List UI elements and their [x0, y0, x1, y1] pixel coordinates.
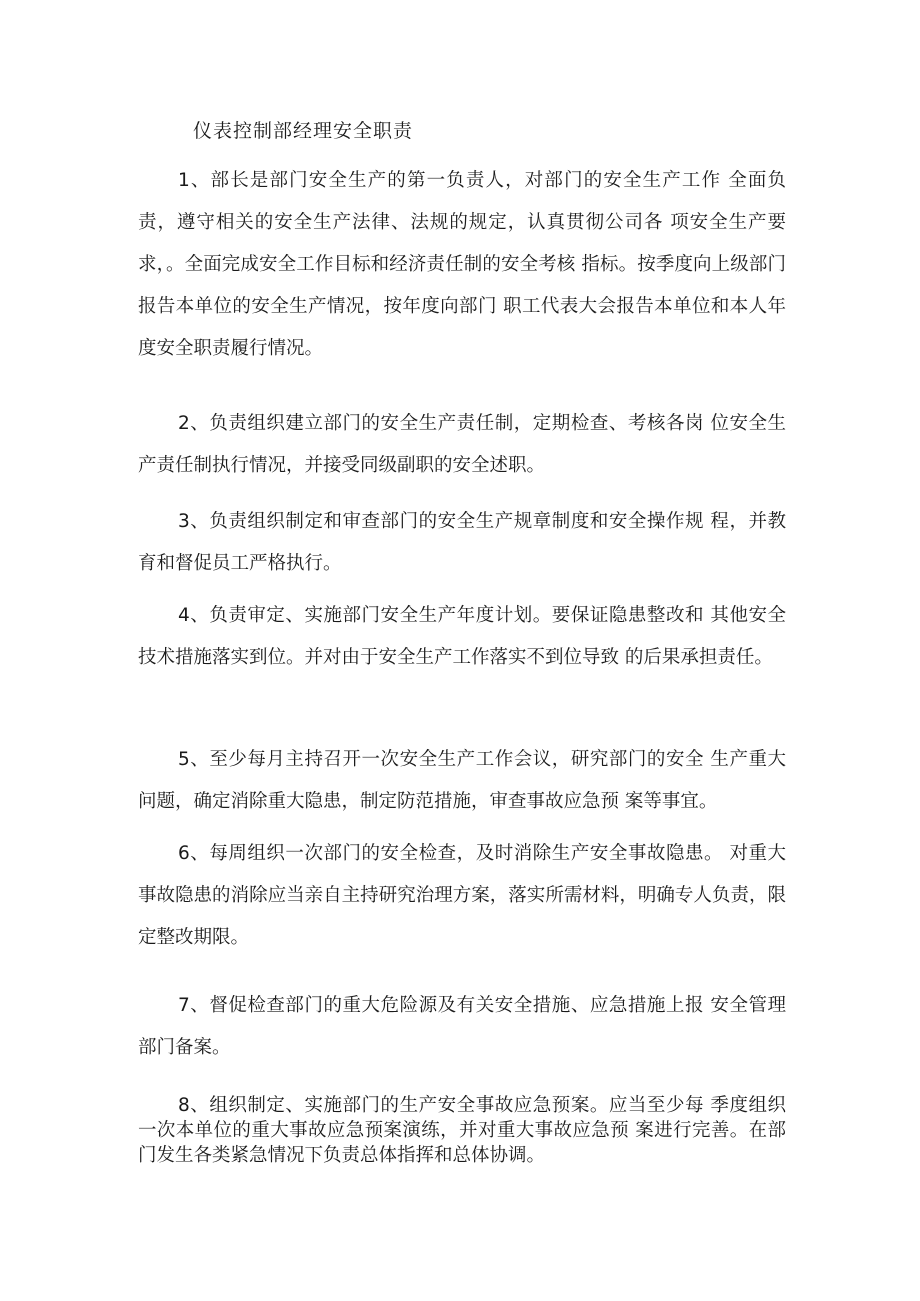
paragraph-5: 5、至少每月主持召开一次安全生产工作会议，研究部门的安全 生产重大问题，确定消除重大隐患，制定防范措施，审查事故应急预 案等事宜。 [138, 749, 786, 812]
paragraph-4: 4、负责审定、实施部门安全生产年度计划。要保证隐患整改和 其他安全技术措施落实到位。并对由于安全生产工作落实不到位导致 的后果承担责任。 [138, 605, 786, 668]
paragraph-6: 6、每周组织一次部门的安全检查，及时消除生产安全事故隐患。 对重大事故隐患的消除应当亲自主持研究治理方案，落实所需材料，明确专人负责，限定整改期限。 [138, 843, 786, 948]
paragraph-7: 7、督促检查部门的重大危险源及有关安全措施、应急措施上报 安全管理部门备案。 [138, 995, 786, 1058]
paragraph-3: 3、负责组织制定和审查部门的安全生产规章制度和安全操作规 程，并教育和督促员工严格执行。 [138, 511, 786, 574]
paragraph-1: 1、部长是部门安全生产的第一负责人，对部门的安全生产工作 全面负责，遵守相关的安全生产法律、法规的规定，认真贯彻公司各 项安全生产要求，。全面完成安全工作目标和经济责任制的安全考核 指标。按季度向上级部门报告本单位的安全生产情况，按年度向部门 职工代表大会报告本单位和本人年度安全职责履行情况。 [138, 170, 786, 359]
paragraph-8: 8、组织制定、实施部门的生产安全事故应急预案。应当至少每 季度组织一次本单位的重大事故应急预案演练，并对重大事故应急预 案进行完善。在部门发生各类紧急情况下负责总体指挥和总体协调。 [138, 1095, 786, 1166]
paragraph-2: 2、负责组织建立部门的安全生产责任制，定期检查、考核各岗 位安全生产责任制执行情况，并接受同级副职的安全述职。 [138, 413, 786, 476]
document-title: 仪表控制部经理安全职责 [193, 120, 414, 142]
